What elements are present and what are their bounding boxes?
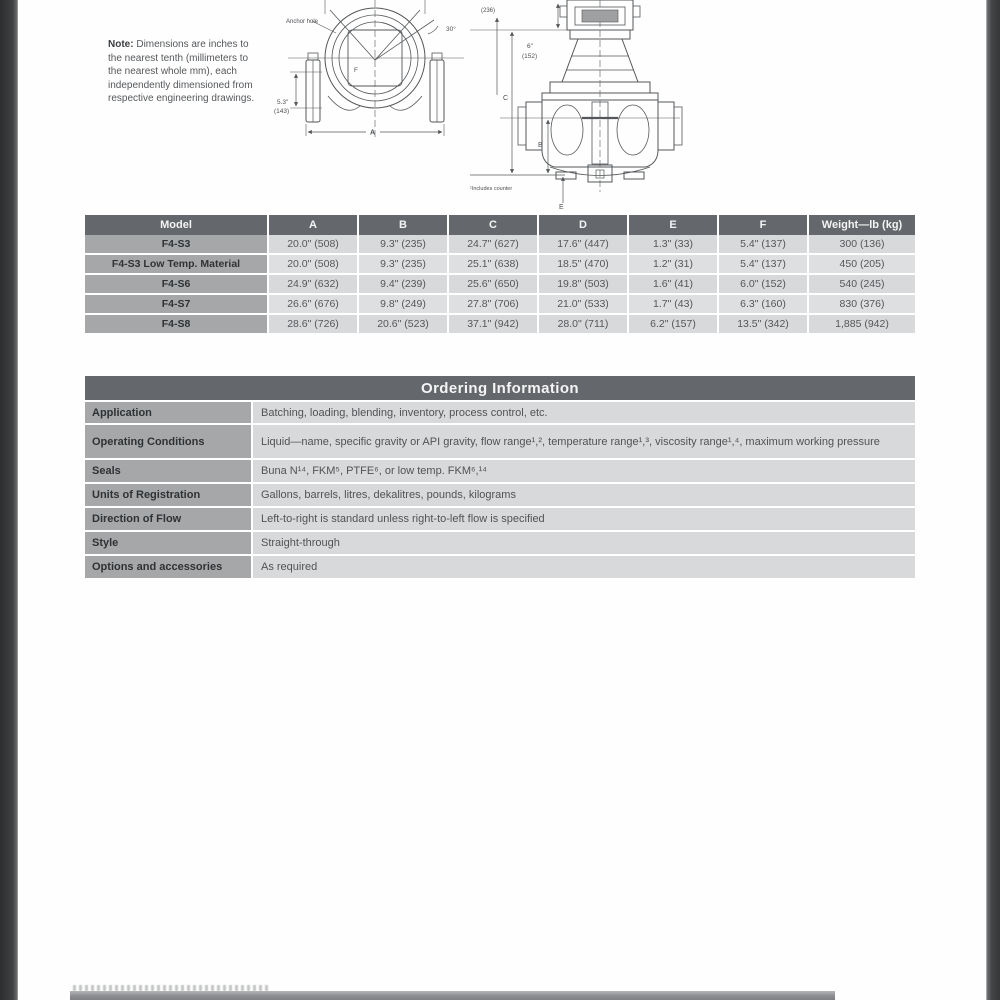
table-cell: 1.3" (33) bbox=[629, 235, 717, 253]
row-value-application: Batching, loading, blending, inventory, process control, etc. bbox=[253, 402, 915, 423]
front-dim-mm: (143) bbox=[274, 108, 290, 115]
includes-counter-footnote: ¹Includes counter bbox=[470, 186, 513, 192]
table-cell: 25.1" (638) bbox=[449, 255, 537, 273]
table-cell: 1.6" (41) bbox=[629, 275, 717, 293]
table-cell: 1,885 (942) bbox=[809, 315, 915, 333]
scan-edge-right bbox=[986, 0, 1000, 1000]
table-cell: 20.0" (508) bbox=[269, 255, 357, 273]
note-body: Dimensions are inches to the nearest tenth (millimeters to the nearest whole mm), each independently dimensioned from respective engineering drawings. bbox=[108, 39, 255, 104]
table-cell: 37.1" (942) bbox=[449, 315, 537, 333]
front-dim-a: A bbox=[370, 129, 376, 137]
row-value-options-and-accessories: As required bbox=[253, 556, 915, 578]
table-cell: 17.6" (447) bbox=[539, 235, 627, 253]
side-dim-b: B bbox=[538, 142, 543, 149]
col-header-model: Model bbox=[85, 215, 267, 235]
side-dim-6in: 6" bbox=[527, 43, 533, 50]
table-cell: 24.7" (627) bbox=[449, 235, 537, 253]
table-cell: 9.3" (235) bbox=[359, 255, 447, 273]
table-cell: 9.4" (239) bbox=[359, 275, 447, 293]
table-cell: 19.8" (503) bbox=[539, 275, 627, 293]
model-cell: F4-S3 bbox=[85, 235, 267, 253]
side-view-drawing bbox=[470, 0, 705, 212]
table-cell: 300 (136) bbox=[809, 235, 915, 253]
table-cell: 6.3" (160) bbox=[719, 295, 807, 313]
table-cell: 13.5" (342) bbox=[719, 315, 807, 333]
angle-label: 30° bbox=[446, 26, 456, 33]
ordering-information-table bbox=[85, 376, 915, 578]
table-cell: 27.8" (706) bbox=[449, 295, 537, 313]
table-cell: 28.0" (711) bbox=[539, 315, 627, 333]
side-dim-236: (236) bbox=[481, 8, 496, 14]
col-header-a: A bbox=[269, 215, 357, 235]
note-label: Note: bbox=[108, 39, 134, 50]
dimensions-table bbox=[85, 215, 915, 333]
table-cell: 26.6" (676) bbox=[269, 295, 357, 313]
col-header-f: F bbox=[719, 215, 807, 235]
side-dim-152: (152) bbox=[522, 53, 538, 60]
ordering-title: Ordering Information bbox=[85, 376, 915, 400]
table-cell: 5.4" (137) bbox=[719, 255, 807, 273]
table-cell: 9.8" (249) bbox=[359, 295, 447, 313]
table-cell: 1.7" (43) bbox=[629, 295, 717, 313]
table-cell: 18.5" (470) bbox=[539, 255, 627, 273]
table-cell: 9.3" (235) bbox=[359, 235, 447, 253]
table-cell: 20.6" (523) bbox=[359, 315, 447, 333]
col-header-b: B bbox=[359, 215, 447, 235]
row-label-style: Style bbox=[85, 532, 251, 554]
scan-edge-left bbox=[0, 0, 18, 1000]
table-cell: 5.4" (137) bbox=[719, 235, 807, 253]
front-dim-f: F bbox=[354, 67, 358, 74]
side-dim-c: C bbox=[503, 95, 509, 102]
table-cell: 25.6" (650) bbox=[449, 275, 537, 293]
footer-bar bbox=[70, 991, 835, 1000]
table-cell: 1.2" (31) bbox=[629, 255, 717, 273]
model-cell: F4-S3 Low Temp. Material bbox=[85, 255, 267, 273]
row-label-operating-conditions: Operating Conditions bbox=[85, 425, 251, 458]
row-label-options-and-accessories: Options and accessories bbox=[85, 556, 251, 578]
table-cell: 24.9" (632) bbox=[269, 275, 357, 293]
dimension-note bbox=[108, 38, 264, 106]
side-dim-e: E bbox=[559, 204, 564, 211]
col-header-d: D bbox=[539, 215, 627, 235]
front-view-drawing bbox=[268, 0, 483, 142]
row-value-direction-of-flow: Left-to-right is standard unless right-to-left flow is specified bbox=[253, 508, 915, 530]
row-label-application: Application bbox=[85, 402, 251, 423]
table-cell: 450 (205) bbox=[809, 255, 915, 273]
model-cell: F4-S6 bbox=[85, 275, 267, 293]
table-cell: 6.2" (157) bbox=[629, 315, 717, 333]
col-header-c: C bbox=[449, 215, 537, 235]
col-header-e: E bbox=[629, 215, 717, 235]
row-label-units-of-registration: Units of Registration bbox=[85, 484, 251, 506]
row-value-seals: Buna N¹⁴, FKM⁵, PTFE⁶, or low temp. FKM⁶,¹⁴ bbox=[253, 460, 915, 482]
table-cell: 540 (245) bbox=[809, 275, 915, 293]
row-value-operating-conditions: Liquid—name, specific gravity or API gravity, flow range¹,², temperature range¹,³, viscosity range¹,⁴, maximum working pressure bbox=[253, 425, 915, 458]
anchor-hole-label: Anchor hole bbox=[286, 19, 319, 25]
col-header-weight: Weight—lb (kg) bbox=[809, 215, 915, 235]
row-label-direction-of-flow: Direction of Flow bbox=[85, 508, 251, 530]
table-cell: 6.0" (152) bbox=[719, 275, 807, 293]
table-cell: 21.0" (533) bbox=[539, 295, 627, 313]
table-cell: 830 (376) bbox=[809, 295, 915, 313]
model-cell: F4-S7 bbox=[85, 295, 267, 313]
row-label-seals: Seals bbox=[85, 460, 251, 482]
model-cell: F4-S8 bbox=[85, 315, 267, 333]
row-value-style: Straight-through bbox=[253, 532, 915, 554]
front-dim-inches: 5.3" bbox=[277, 99, 289, 106]
table-cell: 20.0" (508) bbox=[269, 235, 357, 253]
table-cell: 28.6" (726) bbox=[269, 315, 357, 333]
row-value-units-of-registration: Gallons, barrels, litres, dekalitres, pounds, kilograms bbox=[253, 484, 915, 506]
